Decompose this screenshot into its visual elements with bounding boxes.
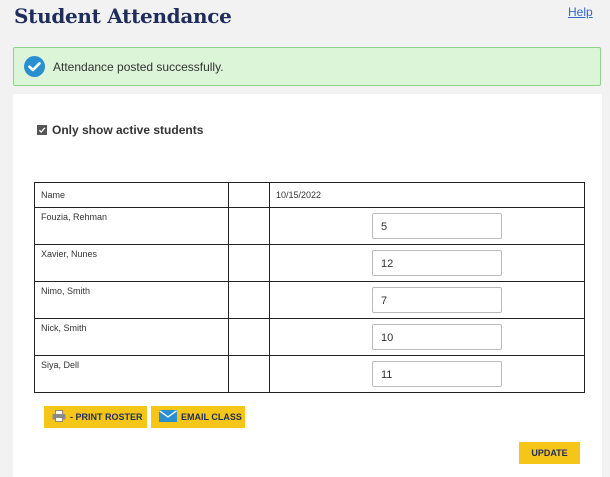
student-name: Fouzia, Rehman <box>35 208 229 245</box>
update-button[interactable]: UPDATE <box>519 442 580 464</box>
email-class-button[interactable] <box>151 406 245 428</box>
attendance-cell <box>270 282 585 319</box>
table-row <box>35 319 585 356</box>
student-name: Nick, Smith <box>35 319 229 356</box>
attendance-cell <box>270 356 585 393</box>
column-header-blank <box>229 183 270 208</box>
column-header-name: Name <box>35 183 229 208</box>
active-only-checkbox[interactable] <box>37 125 47 135</box>
blank-cell <box>229 282 270 319</box>
printer-icon <box>52 410 66 424</box>
attendance-cell <box>270 245 585 282</box>
attendance-panel <box>13 94 602 477</box>
envelope-icon <box>159 410 177 424</box>
success-alert <box>13 47 601 86</box>
print-roster-label: - PRINT ROSTER <box>70 412 143 422</box>
table-row <box>35 245 585 282</box>
active-only-filter[interactable] <box>37 123 203 137</box>
table-row <box>35 282 585 319</box>
check-circle-icon <box>24 56 45 77</box>
attendance-input[interactable]: 7 <box>372 287 502 313</box>
attendance-input[interactable]: 5 <box>372 213 502 239</box>
email-class-label: EMAIL CLASS <box>181 412 242 422</box>
attendance-table <box>34 182 585 393</box>
attendance-cell <box>270 208 585 245</box>
table-row <box>35 208 585 245</box>
blank-cell <box>229 245 270 282</box>
alert-message: Attendance posted successfully. <box>53 60 224 74</box>
table-header-row <box>35 183 585 208</box>
attendance-input[interactable]: 11 <box>372 361 502 387</box>
student-name: Siya, Dell <box>35 356 229 393</box>
student-name: Xavier, Nunes <box>35 245 229 282</box>
attendance-input[interactable]: 12 <box>372 250 502 276</box>
blank-cell <box>229 319 270 356</box>
blank-cell <box>229 356 270 393</box>
print-roster-button[interactable] <box>44 406 147 428</box>
active-only-label: Only show active students <box>52 123 204 137</box>
help-link[interactable]: Help <box>568 5 593 19</box>
table-row <box>35 356 585 393</box>
blank-cell <box>229 208 270 245</box>
attendance-input[interactable]: 10 <box>372 324 502 350</box>
page-title: Student Attendance <box>14 4 232 28</box>
student-name: Nimo, Smith <box>35 282 229 319</box>
column-header-date: 10/15/2022 <box>270 183 585 208</box>
attendance-cell <box>270 319 585 356</box>
